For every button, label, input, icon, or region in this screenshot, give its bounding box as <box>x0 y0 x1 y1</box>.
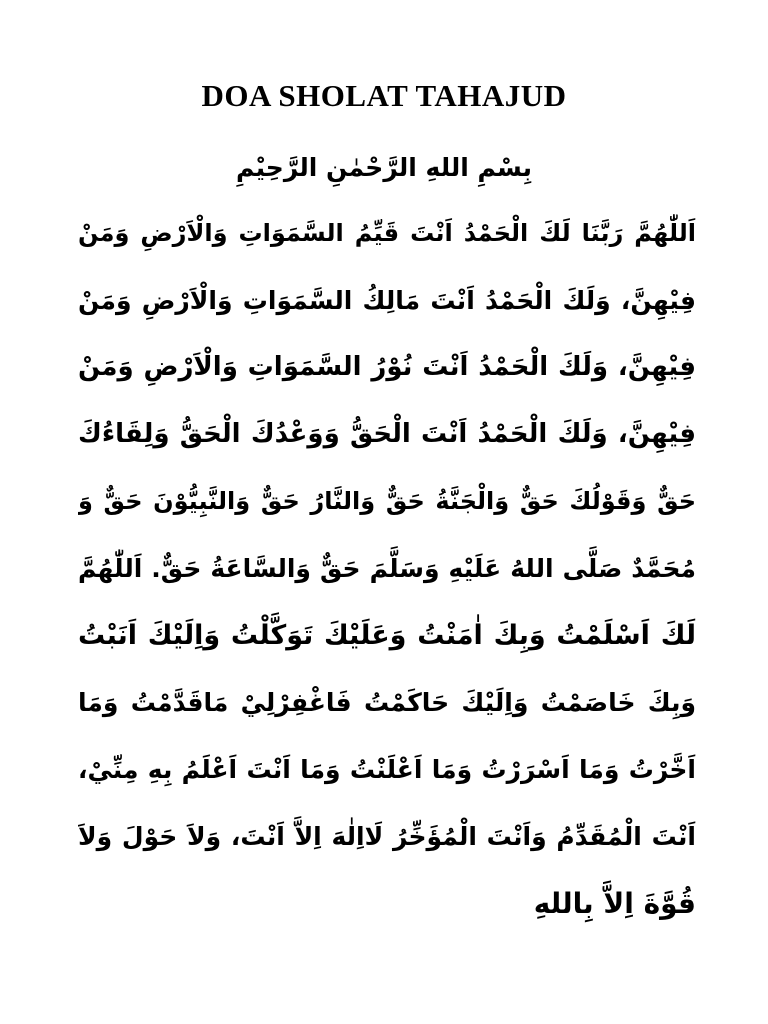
prayer-line-6: مُحَمَّدٌ صَلَّى اللهُ عَلَيْهِ وَسَلَّمَ حَقٌّ وَالسَّاعَةُ حَقٌّ. اَللّٰهُمَّ <box>78 554 696 583</box>
prayer-line-7: لَكَ اَسْلَمْتُ وَبِكَ اٰمَنْتُ وَعَلَيْكَ تَوَكَّلْتُ وَاِلَيْكَ اَنَبْتُ <box>78 620 696 651</box>
prayer-line-10: اَنْتَ الْمُقَدِّمُ وَاَنْتَ الْمُؤَخِّرُ لَااِلٰهَ اِلاَّ اَنْتَ، وَلاَ حَوْلَ وَلاَ <box>78 822 696 851</box>
prayer-line-8: وَبِكَ خَاصَمْتُ وَاِلَيْكَ حَاكَمْتُ فَاغْفِرْلِيْ مَاقَدَّمْتُ وَمَا <box>78 688 696 717</box>
document-title: DOA SHOLAT TAHAJUD <box>201 78 567 113</box>
prayer-line-4: فِيْهِنَّ، وَلَكَ الْحَمْدُ اَنْتَ الْحَقُّ وَوَعْدُكَ الْحَقُّ وَلِقَاءُكَ <box>78 419 696 449</box>
basmala-heading: بِسْمِ اللهِ الرَّحْمٰنِ الرَّحِيْمِ <box>236 153 532 182</box>
prayer-line-5: حَقٌّ وَقَوْلُكَ حَقٌّ وَالْجَنَّةُ حَقٌّ وَالنَّارُ حَقٌّ وَالنَّبِيُّوْنَ حَقٌّ وَ <box>78 487 696 515</box>
prayer-line-2: فِيْهِنَّ، وَلَكَ الْحَمْدُ اَنْتَ مَالِكُ السَّمَوَاتِ وَالْاَرْضِ وَمَنْ <box>78 286 696 315</box>
prayer-line-3: فِيْهِنَّ، وَلَكَ الْحَمْدُ اَنْتَ نُوْرُ السَّمَوَاتِ وَالْاَرْضِ وَمَنْ <box>78 352 696 382</box>
prayer-text <box>78 200 696 937</box>
prayer-line-11: قُوَّةَ اِلاَّ بِاللهِ <box>533 887 696 920</box>
prayer-line-1: اَللّٰهُمَّ رَبَّنَا لَكَ الْحَمْدُ اَنْتَ قَيِّمُ السَّمَوَاتِ وَالْاَرْضِ وَمَنْ <box>78 219 696 247</box>
prayer-line-9: اَخَّرْتُ وَمَا اَسْرَرْتُ وَمَا اَعْلَنْتُ وَمَا اَنْتَ اَعْلَمُ بِهِ مِنِّيْ، <box>78 755 696 784</box>
